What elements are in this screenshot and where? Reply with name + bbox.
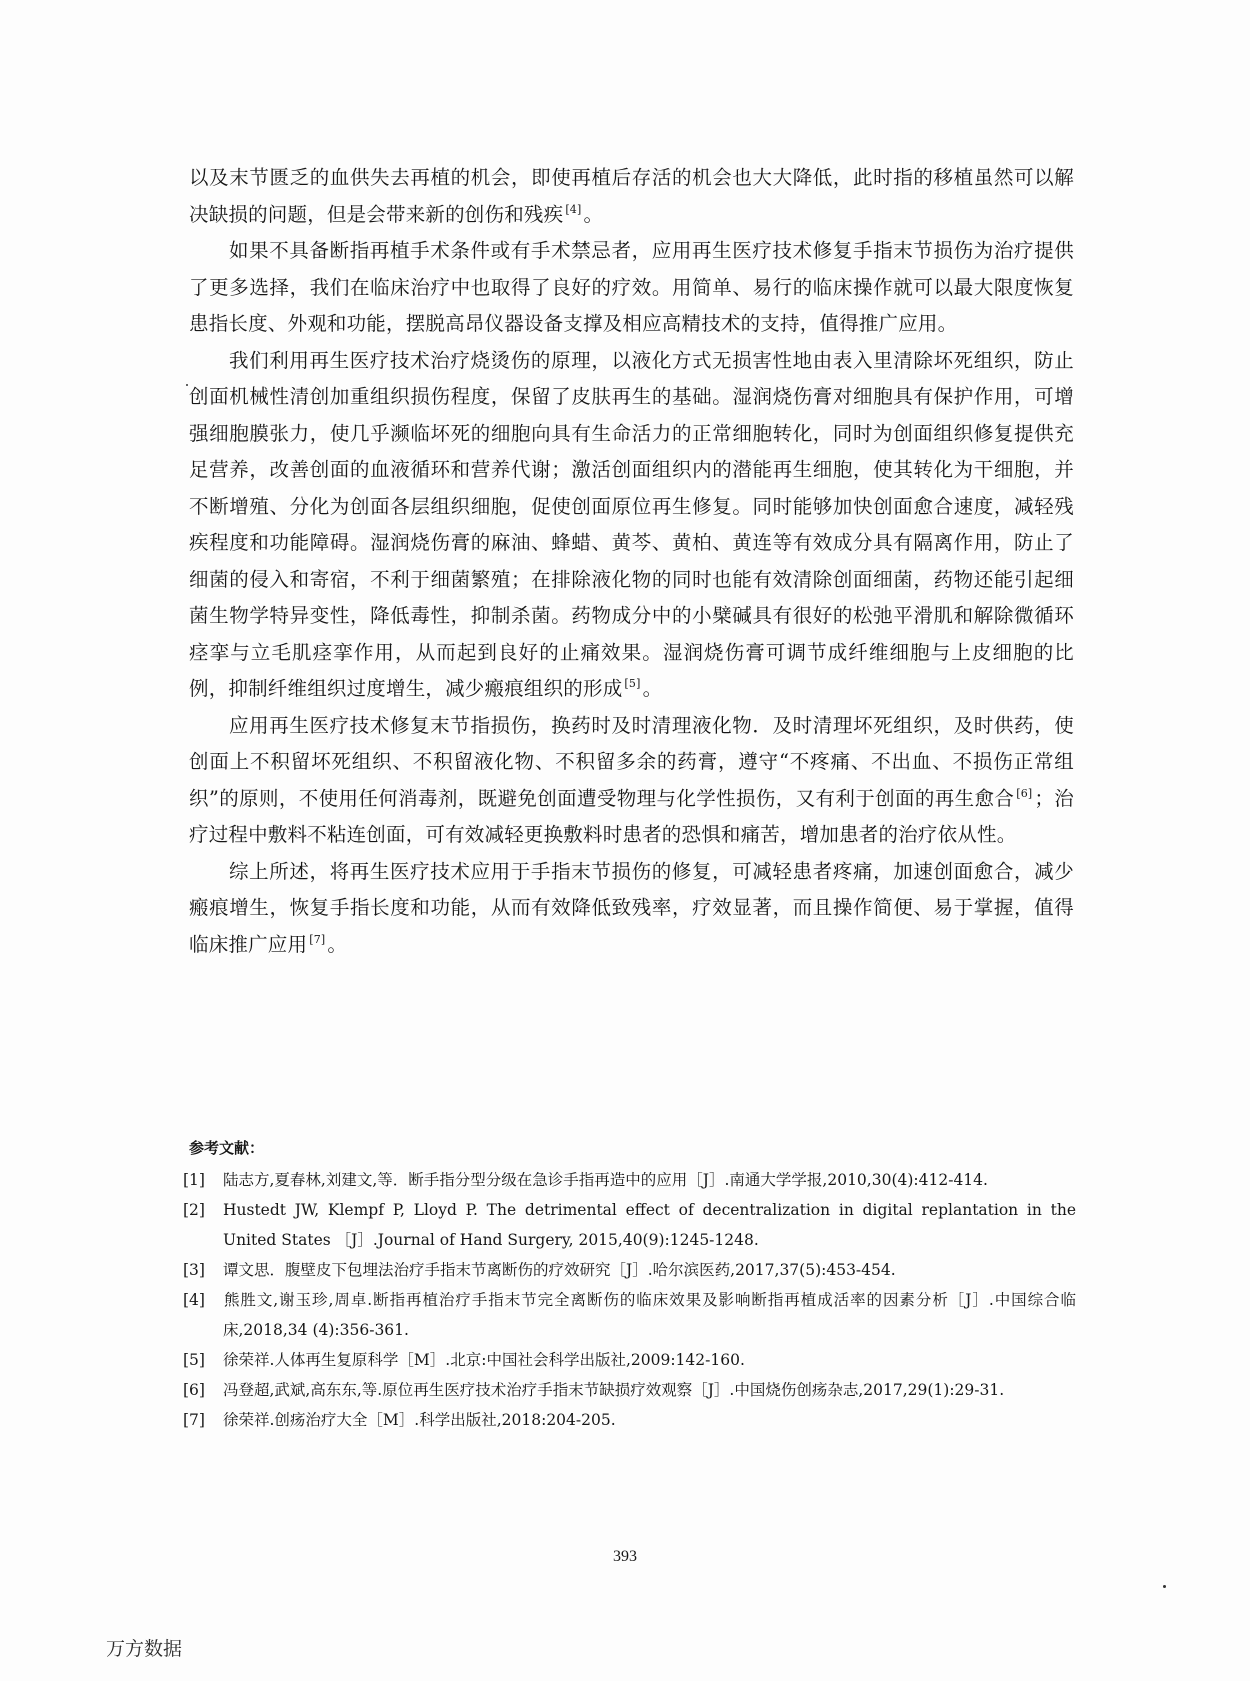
reference-item	[183, 1405, 1076, 1435]
reference-item	[183, 1165, 1076, 1195]
reference-number: [6]	[183, 1381, 205, 1399]
reference-number: [3]	[183, 1261, 205, 1279]
reference-number: [2]	[183, 1201, 205, 1219]
paragraph-5	[189, 854, 1074, 964]
citation-marker: [7]	[309, 932, 326, 946]
paragraph-2	[189, 233, 1074, 343]
paragraph-text-tail: 。	[327, 932, 348, 956]
references-heading: 参考文献：	[189, 1139, 265, 1157]
paragraph-text: 应用再生医疗技术修复末节指损伤，换药时及时清理液化物．及时清理坏死组织，及时供药，使创面上不积留坏死组织、不积留液化物、不积留多余的药膏，遵守“不疼痛、不出血、不损伤正常组织”的原则，不使用任何消毒剂，既避免创面遭受物理与化学性损伤，又有利于创面的再生愈合	[189, 713, 1074, 810]
scan-speck	[1163, 1585, 1166, 1588]
reference-list	[183, 1165, 1076, 1435]
page-number: 393	[613, 1548, 637, 1565]
reference-number: [5]	[183, 1351, 205, 1369]
reference-number: [4]	[183, 1291, 205, 1309]
reference-text: 徐荣祥.创疡治疗大全［M］.科学出版社,2018:204-205.	[223, 1411, 616, 1429]
paragraph-text-tail: 。	[583, 202, 604, 226]
reference-text: Hustedt JW, Klempf P, Lloyd P. The detrimental effect of decentralization in digital replantation in the United States ［J］.Journal of Hand Surgery, 2015,40(9):1245-1248.	[223, 1201, 1076, 1249]
reference-text: 冯登超,武斌,高东东,等.原位再生医疗技术治疗手指末节缺损疗效观察［J］.中国烧伤创疡杂志,2017,29(1):29-31.	[223, 1381, 1005, 1399]
reference-item	[183, 1255, 1076, 1285]
reference-text: 谭文思．腹壁皮下包埋法治疗手指末节离断伤的疗效研究［J］.哈尔滨医药,2017,37(5):453-454.	[223, 1261, 896, 1279]
reference-item	[183, 1195, 1076, 1255]
citation-marker: [6]	[1016, 786, 1033, 800]
reference-number: [1]	[183, 1171, 205, 1189]
reference-item	[183, 1345, 1076, 1375]
citation-marker: [5]	[624, 677, 641, 690]
scan-speck	[186, 384, 188, 386]
reference-item	[183, 1375, 1076, 1405]
watermark: 万方数据	[106, 1638, 183, 1660]
reference-text: 熊胜文,谢玉珍,周卓.断指再植治疗手指末节完全离断伤的临床效果及影响断指再植成活率的因素分析［J］.中国综合临床,2018,34 (4):356-361.	[223, 1291, 1076, 1339]
reference-text: 徐荣祥.人体再生复原科学［M］.北京:中国社会科学出版社,2009:142-160.	[223, 1351, 745, 1369]
article-body	[189, 160, 1074, 963]
paragraph-text: 综上所述，将再生医疗技术应用于手指末节损伤的修复，可减轻患者疼痛，加速创面愈合，减少瘢痕增生，恢复手指长度和功能，从而有效降低致残率，疗效显著，而且操作简便、易于掌握，值得临床推广应用	[189, 859, 1074, 956]
paragraph-text: 如果不具备断指再植手术条件或有手术禁忌者，应用再生医疗技术修复手指末节损伤为治疗提供了更多选择，我们在临床治疗中也取得了良好的疗效。用简单、易行的临床操作就可以最大限度恢复患指长度、外观和功能，摆脱高昂仪器设备支撑及相应高精技术的支持，值得推广应用。	[189, 239, 1074, 335]
paragraph-text: 以及末节匮乏的血供失去再植的机会，即使再植后存活的机会也大大降低，此时指的移植虽然可以解决缺损的问题，但是会带来新的创伤和残疾	[189, 166, 1074, 226]
reference-text: 陆志方,夏春林,刘建文,等．断手指分型分级在急诊手指再造中的应用［J］.南通大学学报,2010,30(4):412-414.	[223, 1171, 988, 1189]
reference-item	[183, 1285, 1076, 1345]
paragraph-4	[189, 708, 1074, 854]
reference-number: [7]	[183, 1411, 205, 1429]
paragraph-text-tail: 。	[642, 677, 663, 700]
paragraph-text-tail: ；治疗过程中敷料不粘连创面，可有效减轻更换敷料时患者的恐惧和痛苦，增加患者的治疗依从性。	[189, 786, 1074, 846]
citation-marker: [4]	[565, 202, 582, 216]
paragraph-1	[189, 160, 1074, 233]
paragraph-3	[189, 343, 1074, 708]
paragraph-text: 我们利用再生医疗技术治疗烧烫伤的原理，以液化方式无损害性地由表入里清除坏死组织，防止创面机械性清创加重组织损伤程度，保留了皮肤再生的基础。湿润烧伤膏对细胞具有保护作用，可增强细胞膜张力，使几乎濒临坏死的细胞向具有生命活力的正常细胞转化，同时为创面组织修复提供充足营养，改善创面的血液循环和营养代谢；激活创面组织内的潜能再生细胞，使其转化为干细胞，并不断增殖、分化为创面各层组织细胞，促使创面原位再生修复。同时能够加快创面愈合速度，减轻残疾程度和功能障碍。湿润烧伤膏的麻油、蜂蜡、黄芩、黄柏、黄连等有效成分具有隔离作用，防止了细菌的侵入和寄宿，不利于细菌繁殖；在排除液化物的同时也能有效清除创面细菌，药物还能引起细菌生物学特异变性，降低毒性，抑制杀菌。药物成分中的小檗碱具有很好的松弛平滑肌和解除微循环痉挛与立毛肌痉挛作用，从而起到良好的止痛效果。湿润烧伤膏可调节成纤维细胞与上皮细胞的比例，抑制纤维组织过度增生，减少瘢痕组织的形成	[189, 348, 1074, 700]
